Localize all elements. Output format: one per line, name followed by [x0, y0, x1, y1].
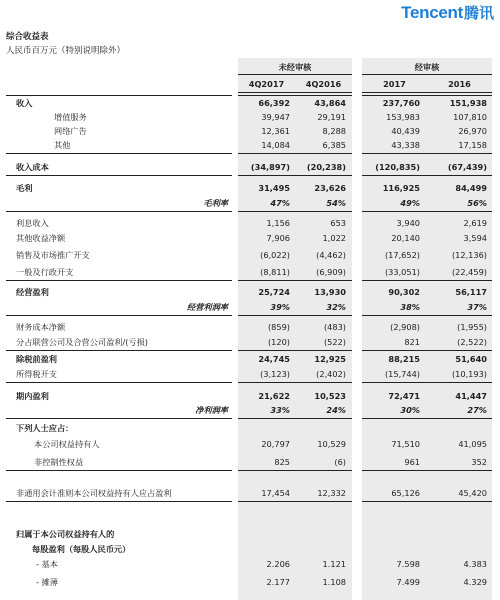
cell-value: (120,835)	[375, 162, 420, 172]
cell-value: 45,420	[458, 488, 487, 498]
table-top-rule	[6, 95, 232, 96]
cell-value: 84,499	[455, 183, 487, 193]
row-divider	[362, 211, 492, 212]
tencent-logo	[401, 3, 494, 23]
row-divider	[238, 501, 352, 502]
row-label: 经营利润率	[187, 302, 228, 312]
header-rule	[362, 74, 492, 75]
cell-value: 25,724	[258, 287, 290, 297]
cell-value: 32%	[326, 302, 346, 312]
row-divider	[6, 153, 232, 154]
row-label: 本公司权益持有人	[34, 439, 100, 449]
cell-value: 56,117	[455, 287, 487, 297]
cell-value: 23,626	[314, 183, 346, 193]
cell-value: 88,215	[388, 354, 420, 364]
cell-value: 151,938	[449, 98, 487, 108]
cell-value: 153,983	[386, 112, 420, 122]
cell-value: (10,193)	[451, 369, 487, 379]
cell-value: (22,459)	[451, 267, 487, 277]
row-divider	[6, 382, 232, 383]
row-label: 所得税开支	[16, 369, 57, 379]
row-label: 期内盈利	[16, 391, 49, 401]
cell-value: (8,811)	[260, 267, 290, 277]
row-divider	[238, 211, 352, 212]
cell-value: (2,908)	[390, 322, 420, 332]
cell-value: (12,136)	[451, 250, 487, 260]
row-label: 非通用会计准则本公司权益持有人应占盈利	[16, 488, 172, 498]
row-label: 分占联营公司及合营公司盈利/(亏损)	[16, 337, 148, 347]
cell-value: 33%	[270, 405, 290, 415]
cell-value: (67,439)	[447, 162, 487, 172]
row-divider	[238, 382, 352, 383]
row-divider	[362, 153, 492, 154]
header-4q2016: 4Q2016	[305, 79, 342, 89]
cell-value: 31,495	[258, 183, 290, 193]
row-divider	[6, 211, 232, 212]
row-divider	[238, 418, 352, 419]
row-divider	[6, 501, 232, 502]
cell-value: 237,760	[382, 98, 420, 108]
cell-value: 12,361	[261, 126, 290, 136]
row-divider	[362, 418, 492, 419]
cell-value: 10,529	[317, 439, 346, 449]
row-label: 利息收入	[16, 218, 49, 228]
cell-value: 7.499	[396, 577, 420, 587]
cell-value: (34,897)	[250, 162, 290, 172]
cell-value: 1,022	[322, 233, 346, 243]
table-top-rule	[238, 95, 352, 96]
cell-value: 56%	[467, 198, 487, 208]
cell-value: 14,084	[261, 140, 290, 150]
cell-value: 26,970	[458, 126, 487, 136]
cell-value: (15,744)	[384, 369, 420, 379]
row-divider	[238, 153, 352, 154]
cell-value: 38%	[400, 302, 420, 312]
row-label: 经营盈利	[16, 287, 49, 297]
row-divider	[362, 501, 492, 502]
cell-value: 54%	[326, 198, 346, 208]
cell-value: (17,652)	[384, 250, 420, 260]
header-rule	[362, 92, 492, 93]
row-label: 收入	[16, 98, 33, 108]
header-audited: 经审核	[414, 62, 440, 72]
cell-value: 72,471	[388, 391, 420, 401]
cell-value: 71,510	[391, 439, 420, 449]
cell-value: (3,123)	[260, 369, 290, 379]
cell-value: 41,095	[458, 439, 487, 449]
cell-value: 51,640	[455, 354, 487, 364]
cell-value: (33,051)	[384, 267, 420, 277]
row-divider	[238, 280, 352, 281]
row-divider	[6, 350, 232, 351]
cell-value: 12,332	[317, 488, 346, 498]
cell-value: 39,947	[261, 112, 290, 122]
row-divider	[6, 470, 232, 471]
cell-value: 116,925	[382, 183, 420, 193]
cell-value: 2.177	[266, 577, 290, 587]
cell-value: (120)	[267, 337, 290, 347]
row-label: 非控制性权益	[34, 457, 84, 467]
row-divider	[238, 350, 352, 351]
header-2017: 2017	[383, 79, 406, 89]
row-divider	[6, 280, 232, 281]
page-subtitle: 人民币百万元（特别说明除外）	[6, 46, 126, 56]
cell-value: (483)	[323, 322, 346, 332]
row-divider	[238, 470, 352, 471]
header-4q2017: 4Q2017	[248, 79, 285, 89]
logo-text-en: Tencent	[401, 3, 463, 22]
cell-value: 1,156	[266, 218, 290, 228]
cell-value: 24,745	[258, 354, 290, 364]
row-divider	[362, 315, 492, 316]
cell-value: 821	[404, 337, 420, 347]
row-divider	[6, 418, 232, 419]
row-label: 其他	[54, 140, 71, 150]
cell-value: 20,140	[391, 233, 420, 243]
row-divider	[362, 175, 492, 176]
cell-value: (20,238)	[306, 162, 346, 172]
cell-value: 21,622	[258, 391, 290, 401]
cell-value: 30%	[400, 405, 420, 415]
row-label: 网络广告	[54, 126, 87, 136]
cell-value: (4,462)	[316, 250, 346, 260]
cell-value: 41,447	[455, 391, 487, 401]
row-label: 除税前盈利	[16, 354, 57, 364]
logo-text-zh: 腾讯	[463, 4, 494, 22]
row-divider	[6, 175, 232, 176]
row-divider	[362, 470, 492, 471]
row-label: 收入成本	[16, 162, 49, 172]
cell-value: 29,191	[317, 112, 346, 122]
cell-value: 7.598	[396, 559, 420, 569]
cell-value: 12,925	[314, 354, 346, 364]
row-label: 销售及市场推广开支	[16, 250, 90, 260]
cell-value: (2,402)	[316, 369, 346, 379]
cell-value: 352	[471, 457, 487, 467]
cell-value: 3,594	[463, 233, 487, 243]
cell-value: 6,385	[322, 140, 346, 150]
row-label: - 基本	[36, 559, 58, 569]
cell-value: 13,930	[314, 287, 346, 297]
cell-value: 4.329	[463, 577, 487, 587]
cell-value: 7,906	[266, 233, 290, 243]
header-rule	[238, 92, 352, 93]
cell-value: 961	[404, 457, 420, 467]
row-divider	[238, 175, 352, 176]
cell-value: 66,392	[258, 98, 290, 108]
row-divider	[238, 315, 352, 316]
row-label: 其他收益净额	[16, 233, 66, 243]
cell-value: 17,454	[261, 488, 290, 498]
header-unaudited: 未经审核	[278, 62, 312, 72]
row-label: 毛利率	[203, 198, 228, 208]
cell-value: 43,338	[391, 140, 420, 150]
cell-value: 27%	[467, 405, 487, 415]
cell-value: 37%	[467, 302, 487, 312]
row-label: - 摊薄	[36, 577, 58, 587]
header-rule	[238, 74, 352, 75]
row-label: 增值服务	[54, 112, 87, 122]
row-label: 一般及行政开支	[16, 267, 74, 277]
cell-value: 43,864	[314, 98, 346, 108]
cell-value: 10,523	[314, 391, 346, 401]
row-label: 净利润率	[195, 405, 228, 415]
row-divider	[362, 280, 492, 281]
cell-value: 65,126	[391, 488, 420, 498]
cell-value: (859)	[267, 322, 290, 332]
cell-value: 17,158	[458, 140, 487, 150]
cell-value: 825	[274, 457, 290, 467]
row-label: 毛利	[16, 183, 33, 193]
cell-value: 3,940	[396, 218, 420, 228]
cell-value: 40,439	[391, 126, 420, 136]
cell-value: 47%	[270, 198, 290, 208]
row-label: 每股盈利（每股人民币元）	[32, 544, 131, 554]
cell-value: 2.206	[266, 559, 290, 569]
cell-value: 653	[330, 218, 346, 228]
cell-value: 49%	[400, 198, 420, 208]
cell-value: (522)	[323, 337, 346, 347]
row-divider	[362, 382, 492, 383]
row-divider	[362, 350, 492, 351]
statement-header	[6, 30, 125, 58]
cell-value: 90,302	[388, 287, 420, 297]
cell-value: 39%	[270, 302, 290, 312]
cell-value: 24%	[326, 405, 346, 415]
table-top-rule	[362, 95, 492, 96]
cell-value: 2,619	[463, 218, 487, 228]
cell-value: 1.108	[322, 577, 346, 587]
header-2016: 2016	[448, 79, 471, 89]
row-divider	[6, 315, 232, 316]
row-label: 归属于本公司权益持有人的	[16, 529, 115, 539]
row-label: 财务成本净额	[16, 322, 66, 332]
cell-value: 107,810	[453, 112, 487, 122]
cell-value: (1,955)	[457, 322, 487, 332]
cell-value: 8,288	[322, 126, 346, 136]
cell-value: (6,909)	[316, 267, 346, 277]
cell-value: 20,797	[261, 439, 290, 449]
cell-value: (6,022)	[260, 250, 290, 260]
page-title: 综合收益表	[6, 32, 49, 42]
cell-value: (2,522)	[457, 337, 487, 347]
row-label: 下列人士应占：	[16, 423, 74, 433]
cell-value: 1.121	[322, 559, 346, 569]
cell-value: 4.383	[463, 559, 487, 569]
cell-value: (6)	[334, 457, 346, 467]
